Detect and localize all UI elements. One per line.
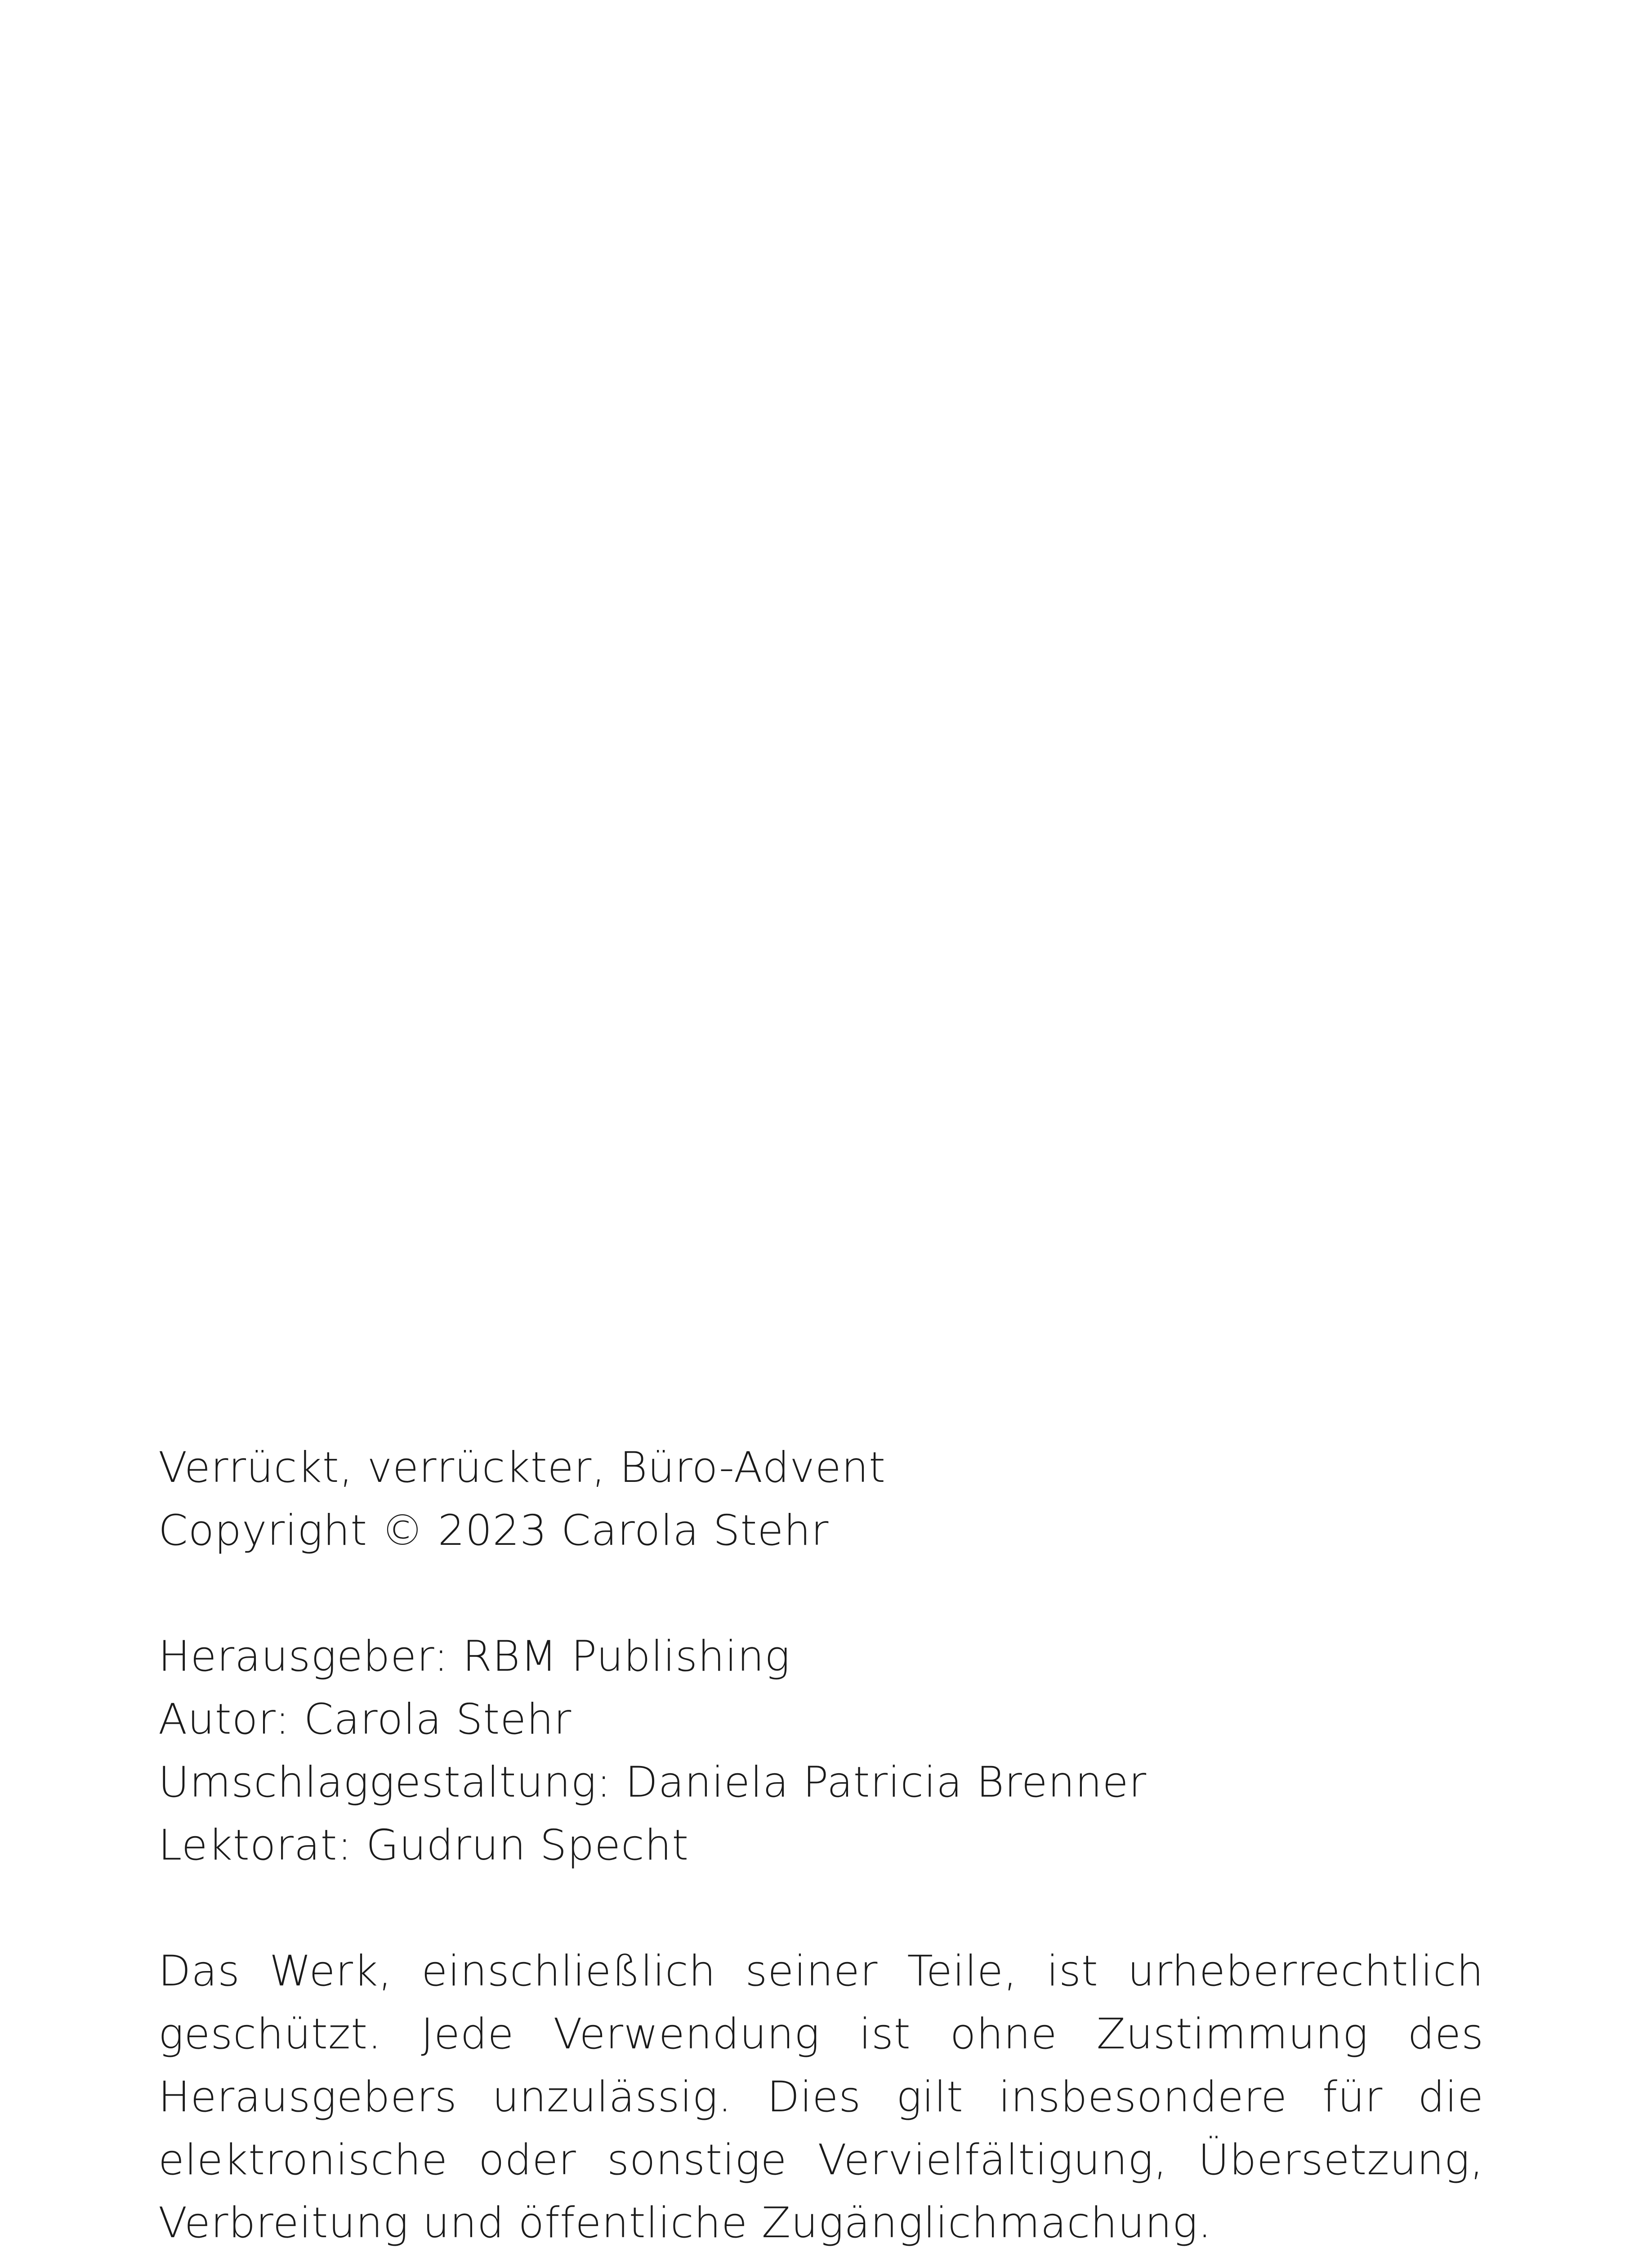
legal-notice: Das Werk, einschließlich seiner Teile, ist urheberrechtlich geschützt. Jede Verwendung ist ohne Zustimmung des Herausgebers unzulässig. Dies gilt insbesondere für die elektronische oder sonstige Vervielfältigung, Übersetzung, Verbreitung und öffentliche Zugänglichmachung. bbox=[158, 1947, 1484, 2248]
publisher-line: Herausgeber: RBM Publishing bbox=[158, 1632, 790, 1681]
spacer bbox=[158, 1877, 1484, 1940]
editing-line: Lektorat: Gudrun Specht bbox=[158, 1821, 689, 1870]
cover-design-line: Umschlaggestaltung: Daniela Patricia Brenner bbox=[158, 1758, 1147, 1807]
imprint-block bbox=[158, 1436, 1484, 2248]
copyright-line: Copyright © 2023 Carola Stehr bbox=[158, 1506, 829, 1555]
spacer bbox=[158, 1562, 1484, 1625]
book-title: Verrückt, verrückter, Büro-Advent bbox=[158, 1443, 886, 1492]
author-line: Autor: Carola Stehr bbox=[158, 1695, 572, 1744]
